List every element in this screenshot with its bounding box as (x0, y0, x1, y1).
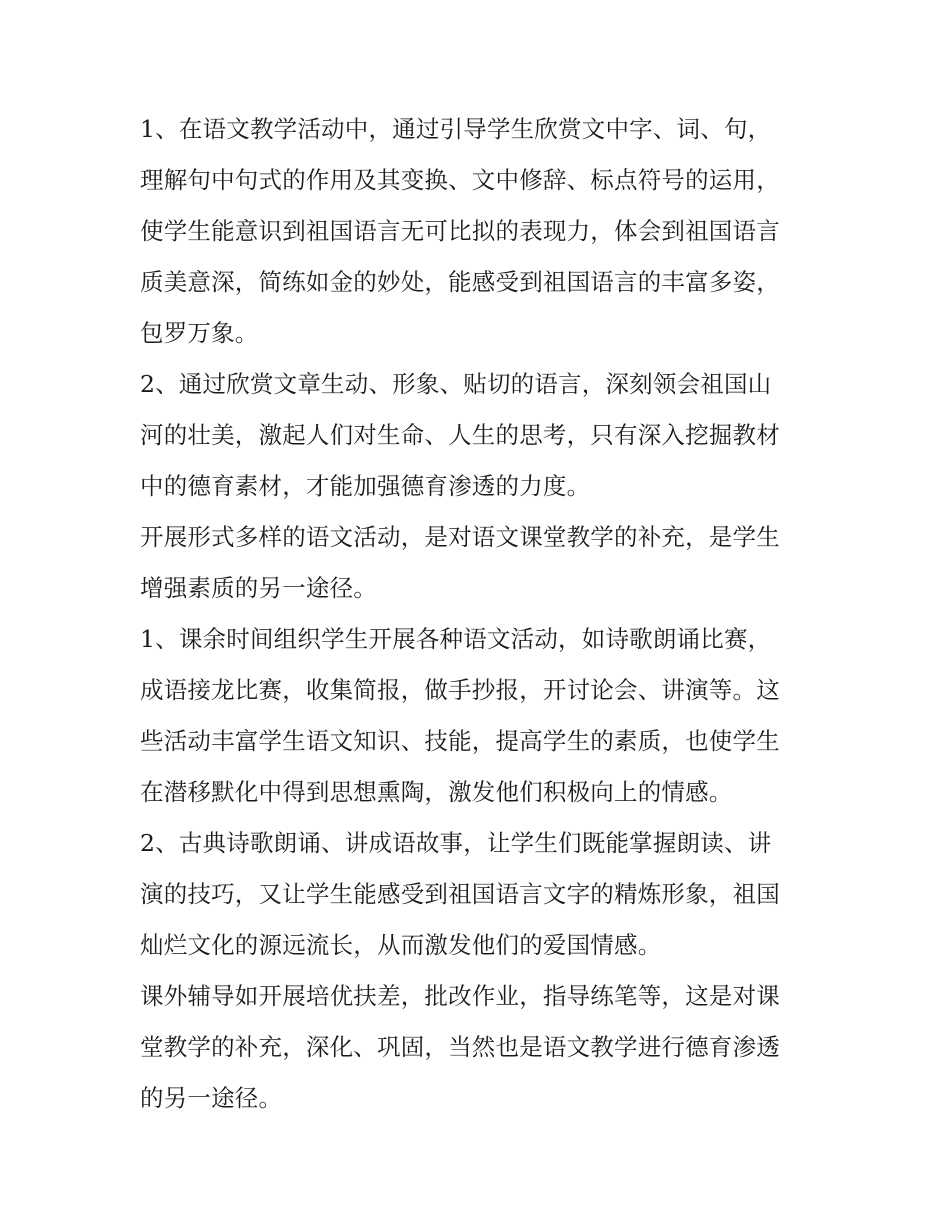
text-line: 演的技巧，又让学生能感受到祖国语言文字的精炼形象，祖国 (140, 880, 780, 908)
paragraph-3 (140, 512, 812, 614)
document-body (140, 104, 812, 1124)
text-line: 1、在语文教学活动中，通过引导学生欣赏文中字、词、句， (140, 115, 772, 143)
text-line: 灿烂文化的源远流长，从而激发他们的爱国情感。 (140, 931, 662, 959)
text-line: 在潜移默化中得到思想熏陶，激发他们积极向上的情感。 (140, 778, 733, 806)
text-line: 增强素质的另一途径。 (140, 574, 377, 602)
text-line: 中的德育素材，才能加强德育渗透的力度。 (140, 472, 591, 500)
text-line: 2、古典诗歌朗诵、讲成语故事，让学生们既能掌握朗读、讲 (140, 829, 772, 857)
text-line: 1、课余时间组织学生开展各种语文活动，如诗歌朗诵比赛， (140, 625, 772, 653)
text-line: 堂教学的补充，深化、巩固，当然也是语文教学进行德育渗透 (140, 1033, 780, 1061)
text-line: 成语接龙比赛，收集简报，做手抄报，开讨论会、讲演等。这 (140, 676, 780, 704)
paragraph-6 (140, 971, 812, 1124)
text-line: 的另一途径。 (140, 1084, 283, 1112)
text-line: 开展形式多样的语文活动，是对语文课堂教学的补充，是学生 (140, 523, 780, 551)
text-line: 2、通过欣赏文章生动、形象、贴切的语言，深刻领会祖国山 (140, 370, 772, 398)
paragraph-5 (140, 818, 812, 971)
text-line: 河的壮美，激起人们对生命、人生的思考，只有深入挖掘教材 (140, 421, 780, 449)
paragraph-4 (140, 614, 812, 818)
text-line: 些活动丰富学生语文知识、技能，提高学生的素质，也使学生 (140, 727, 780, 755)
text-line: 课外辅导如开展培优扶差，批改作业，指导练笔等，这是对课 (140, 982, 780, 1010)
paragraph-2 (140, 359, 812, 512)
paragraph-1 (140, 104, 812, 359)
text-line: 使学生能意识到祖国语言无可比拟的表现力，体会到祖国语言 (140, 217, 780, 245)
text-line: 包罗万象。 (140, 319, 259, 347)
text-line: 理解句中句式的作用及其变换、文中修辞、标点符号的运用， (140, 166, 780, 194)
text-line: 质美意深，简练如金的妙处，能感受到祖国语言的丰富多姿， (140, 268, 780, 296)
